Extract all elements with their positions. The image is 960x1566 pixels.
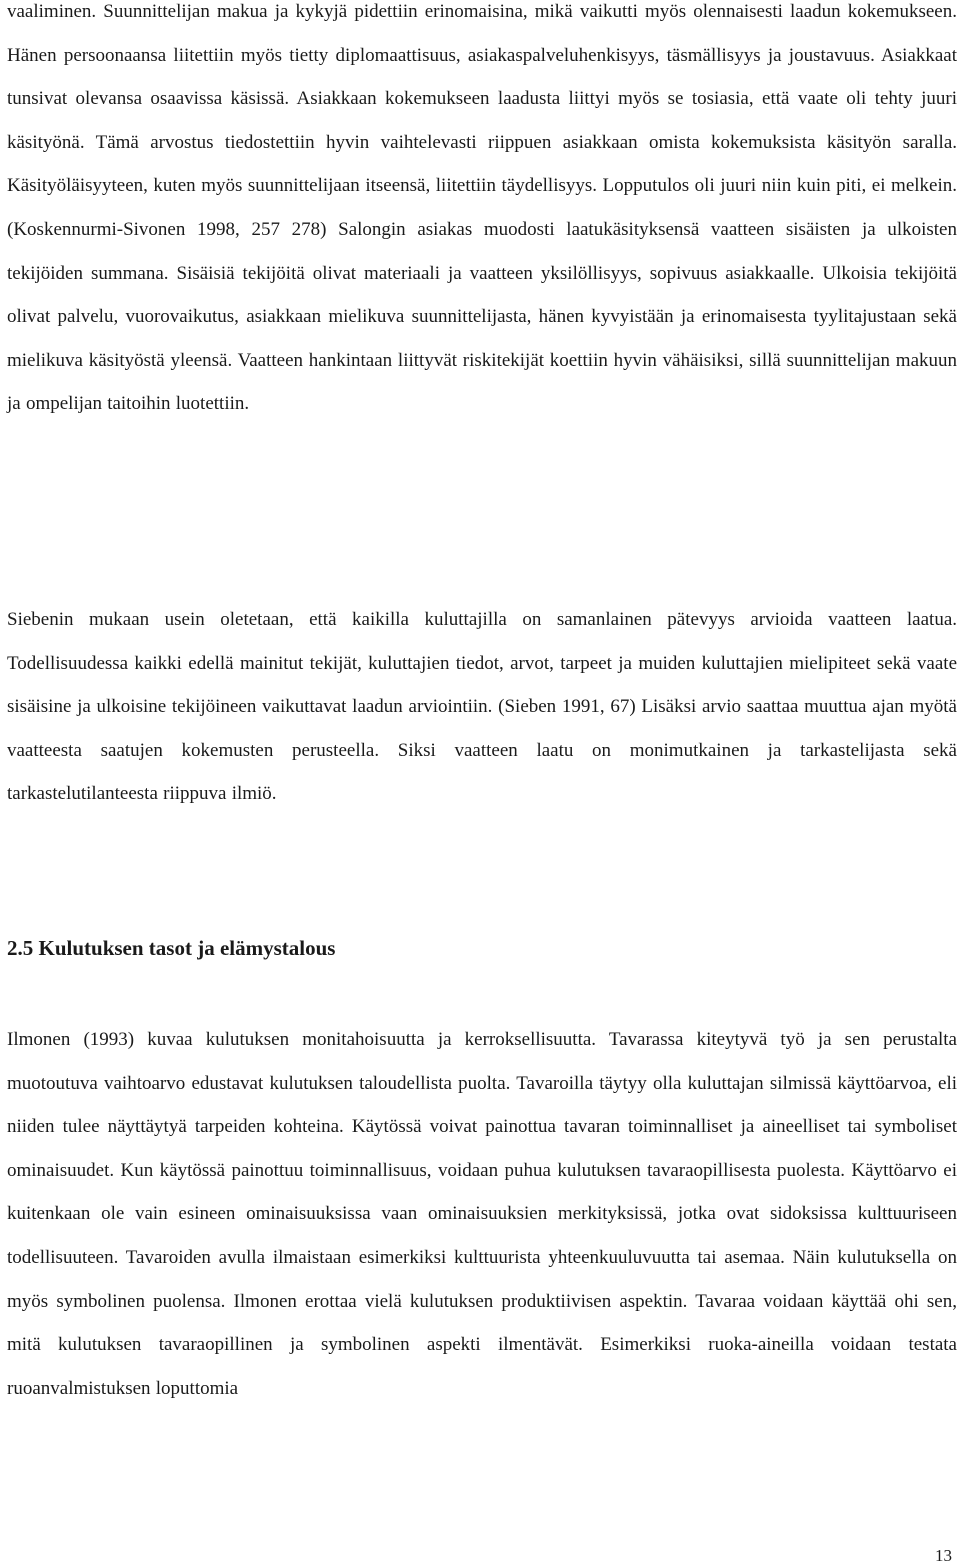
page-number: 13 — [935, 1546, 952, 1565]
body-paragraph-3: Ilmonen (1993) kuvaa kulutuksen monitahoisuutta ja kerroksellisuutta. Tavarassa kiteytyvä työ ja sen perustalta muotoutuva vaihtoarvo edustavat kulutuksen taloudellista puolta. Tavaroilla täytyy olla kuluttajan silmissä käyttöarvoa, eli niiden tulee näyttäytyä tarpeiden kohteina. Käytössä voivat painottua tavaran toiminnalliset ja aineelliset tai symboliset ominaisuudet. Kun käytössä painottuu toiminnallisuus, voidaan puhua kulutuksen tavaraopillisesta puolesta. Käyttöarvo ei kuitenkaan ole vain esineen ominaisuuksissa vaan ominaisuuksien merkityksissä, jotka ovat sidoksissa kulttuuriseen todellisuuteen. Tavaroiden avulla ilmaistaan esimerkiksi kulttuurista yhteenkuuluvuutta tai asemaa. Näin kulutuksella on myös symbolinen puolensa. Ilmonen erottaa vielä kulutuksen produktiivisen aspektin. Tavaraa voidaan käyttää ohi sen, mitä kulutuksen tavaraopillinen ja symbolinen aspekti ilmentävät. Esimerkiksi ruoka-aineilla voidaan testata ruoanvalmistuksen loputtomia — [7, 1029, 957, 1399]
body-paragraph-1: vaaliminen. Suunnittelijan makua ja kykyjä pidettiin erinomaisina, mikä vaikutti myös olennaisesti laadun kokemukseen. Hänen persoonaansa liitettiin myös tietty diplomaattisuus, asiakaspalveluhenkisyys, täsmällisyys ja joustavuus. Asiakkaat tunsivat olevansa osaavissa käsissä. Asiakkaan kokemukseen laadusta liittyi myös se tosiasia, että vaate oli tehty juuri käsityönä. Tämä arvostus tiedostettiin hyvin vaihtelevasti riippuen asiakkaan omista kokemuksista käsityön saralla. Käsityöläisyyteen, kuten myös suunnittelijaan itseensä, liitettiin täydellisyys. Lopputulos oli juuri niin kuin piti, ei melkein. (Koskennurmi-Sivonen 1998, 257 278) Salongin asiakas muodosti laatukäsityksensä vaatteen sisäisten ja ulkoisten tekijöiden summana. Sisäisiä tekijöitä olivat materiaali ja vaatteen yksilöllisyys, sopivuus asiakkaalle. Ulkoisia tekijöitä olivat palvelu, vuorovaikutus, asiakkaan mielikuva suunnittelijasta, hänen kyvyistään ja erinomaisesta tyylitajustaan sekä mielikuva käsityöstä yleensä. Vaatteen hankintaan liittyvät riskitekijät koettiin hyvin vähäisiksi, sillä suunnittelijan makuun ja ompelijan taitoihin luotettiin. — [7, 1, 957, 415]
section-heading: 2.5 Kulutuksen tasot ja elämystalous — [7, 936, 336, 960]
body-paragraph-2: Siebenin mukaan usein oletetaan, että kaikilla kuluttajilla on samanlainen pätevyys arvioida vaatteen laatua. Todellisuudessa kaikki edellä mainitut tekijät, kuluttajien tiedot, arvot, tarpeet ja muiden kuluttajien mielipiteet sekä vaate sisäisine ja ulkoisine tekijöineen vaikuttavat laadun arviointiin. (Sieben 1991, 67) Lisäksi arvio saattaa muuttua ajan myötä vaatteesta saatujen kokemusten perusteella. Siksi vaatteen laatu on monimutkainen ja tarkastelijasta sekä tarkastelutilanteesta riippuva ilmiö. — [7, 609, 957, 805]
